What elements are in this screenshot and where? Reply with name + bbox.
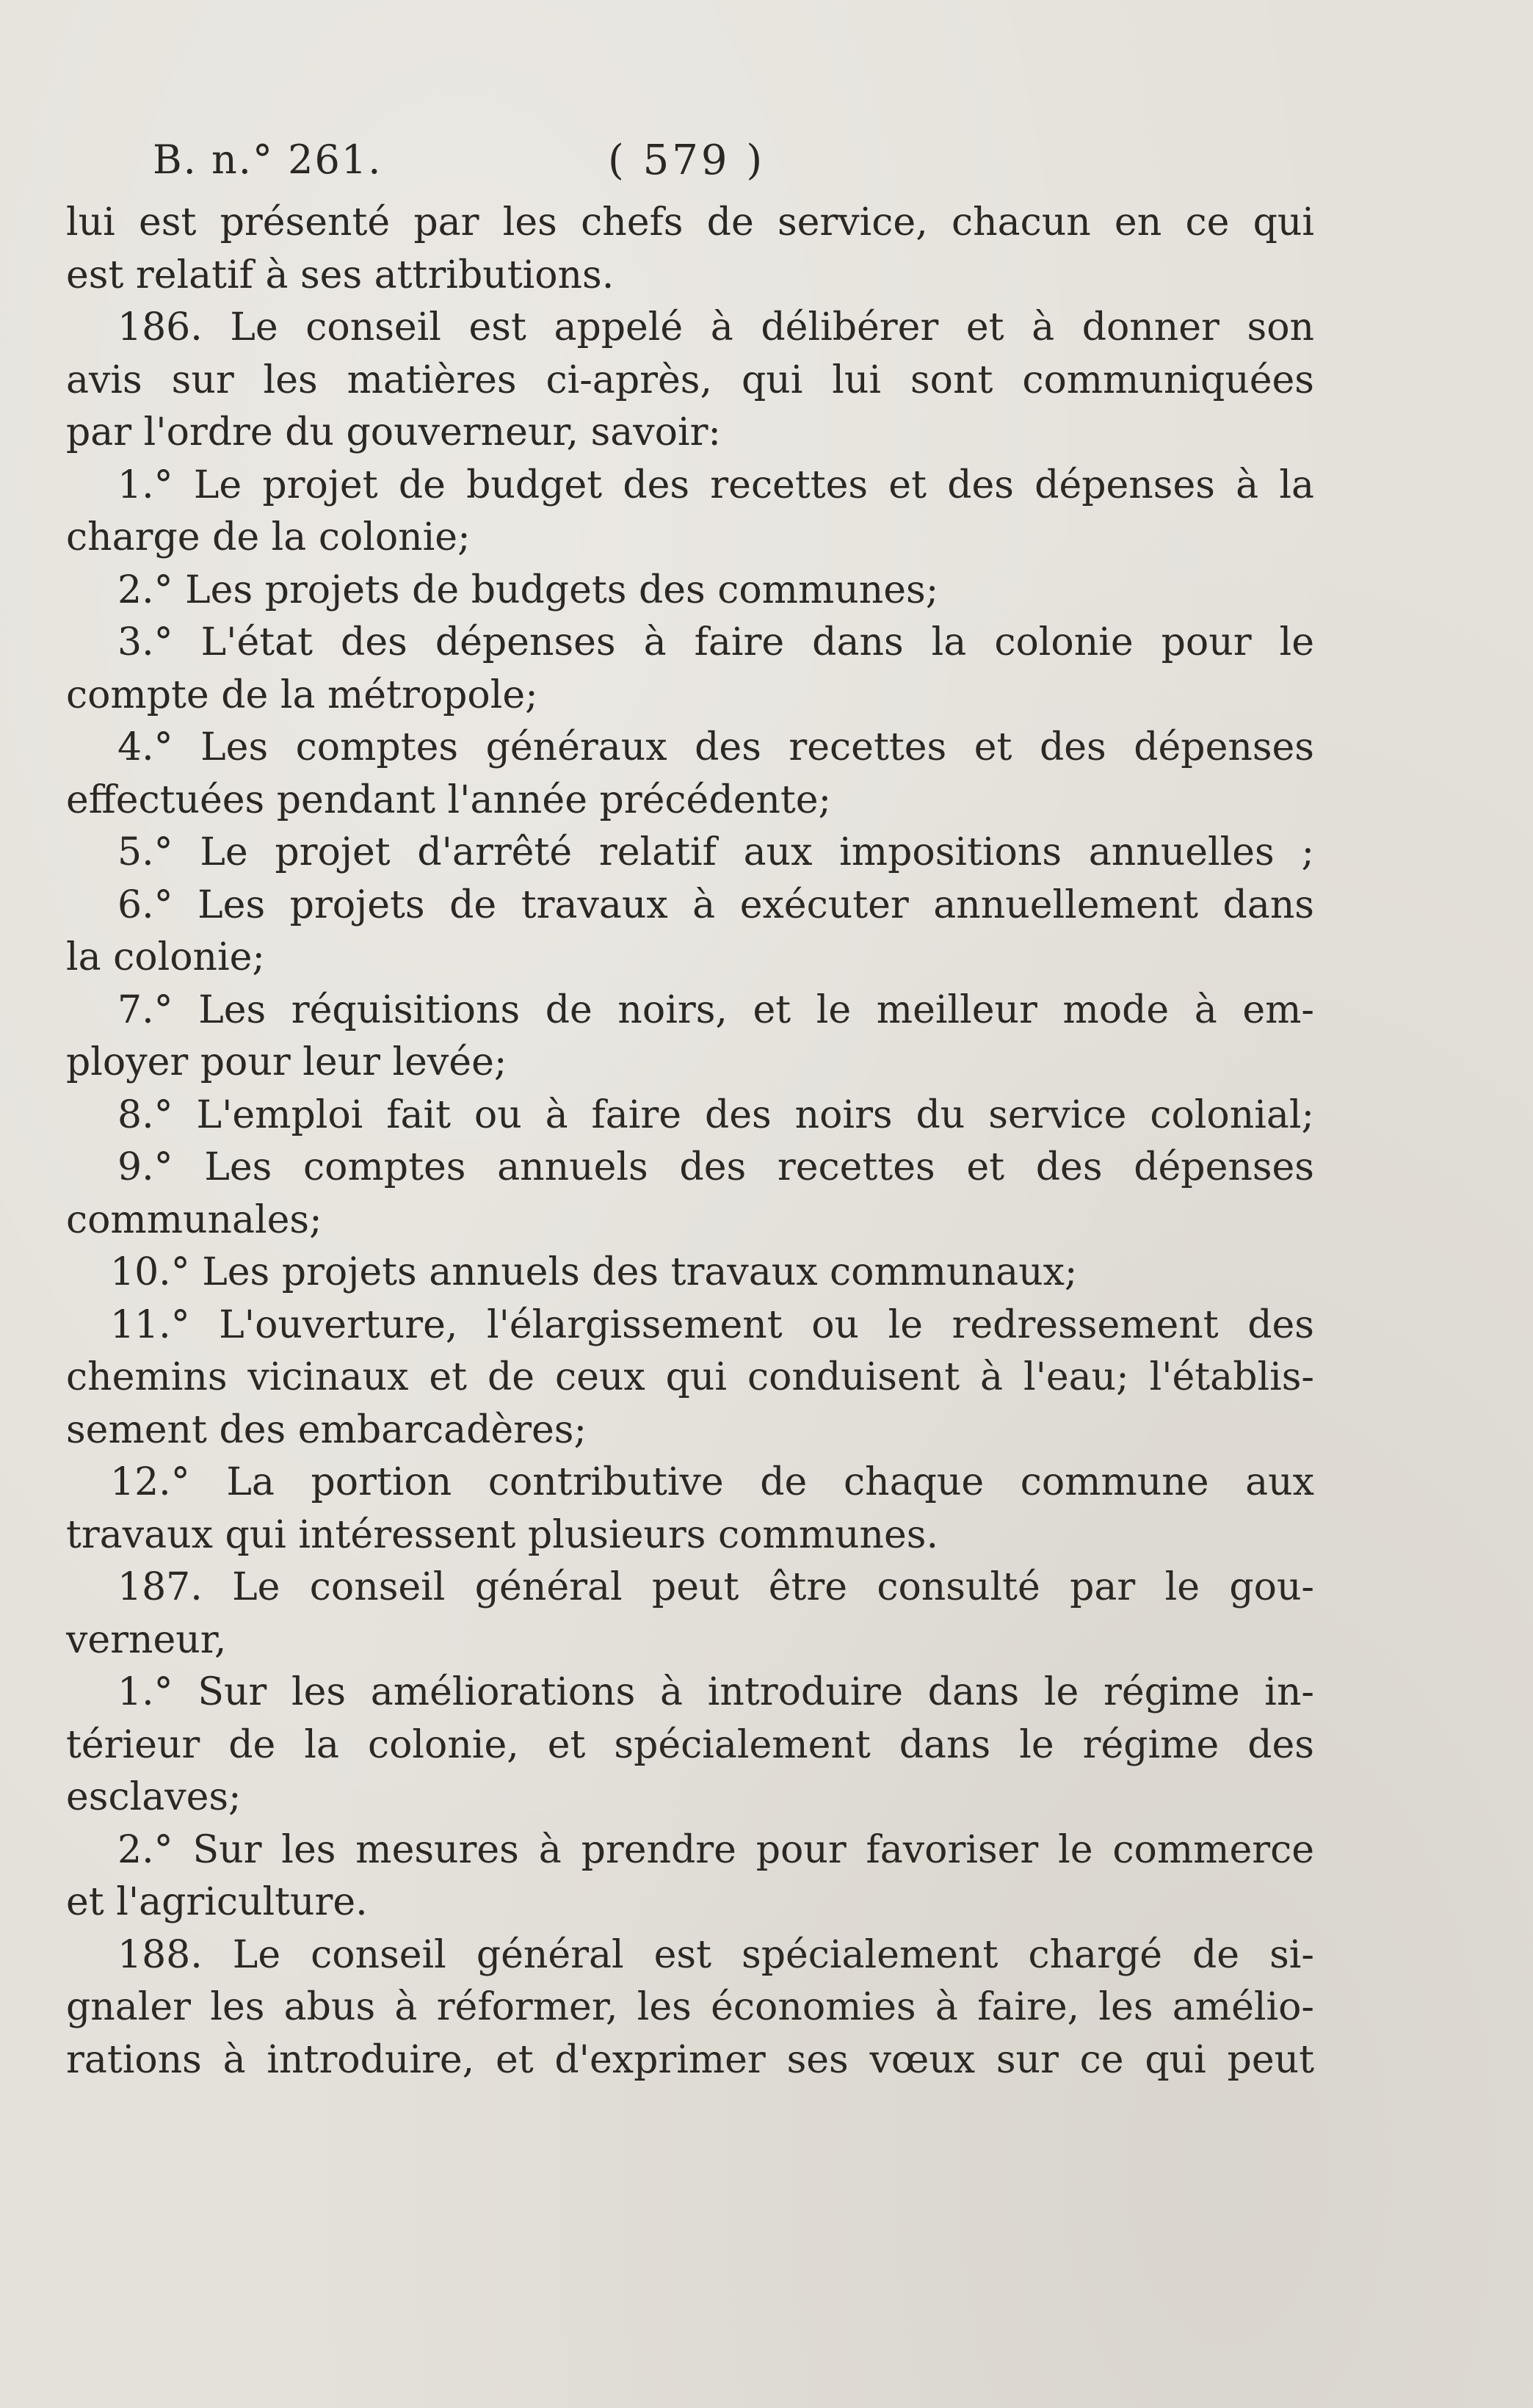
text-line: par l'ordre du gouverneur, savoir: [66,410,721,454]
text-line: térieur de la colonie, et spécialement dans le régime des [66,1722,1314,1767]
text-line: sement des embarcadères; [66,1407,587,1452]
text-line: chemins vicinaux et de ceux qui conduisent à l'eau; l'établis- [66,1355,1314,1399]
list-item-4: 4.° Les comptes généraux des recettes et des dépenses [117,725,1314,769]
text-line: communales; [66,1197,322,1242]
list-item-2: 2.° Les projets de budgets des communes; [117,567,939,612]
page-header [153,131,1313,197]
list-item-9: 9.° Les comptes annuels des recettes et des dépenses [117,1145,1314,1189]
consult-item-1: 1.° Sur les améliorations à introduire dans le régime in- [117,1670,1314,1714]
bulletin-number: B. n.° 261. [153,137,383,183]
consult-item-2: 2.° Sur les mesures à prendre pour favoriser le commerce [117,1827,1314,1872]
list-item-11: 11.° L'ouverture, l'élargissement ou le redressement des [110,1302,1314,1347]
list-item-10: 10.° Les projets annuels des travaux communaux; [110,1250,1078,1294]
text-line: verneur, [66,1617,227,1662]
text-line: la colonie; [66,935,265,979]
list-item-3: 3.° L'état des dépenses à faire dans la colonie pour le [117,620,1314,664]
text-line: compte de la métropole; [66,672,538,717]
text-line: ployer pour leur levée; [66,1040,507,1084]
text-line: avis sur les matières ci-après, qui lui sont communiquées [66,358,1314,402]
list-item-7: 7.° Les réquisitions de noirs, et le meilleur mode à em- [117,987,1314,1032]
article-186-start: 186. Le conseil est appelé à délibérer et à donner son [117,305,1314,349]
article-187-start: 187. Le conseil général peut être consulté par le gou- [117,1565,1314,1609]
text-line: gnaler les abus à réformer, les économies à faire, les amélio- [66,1985,1314,2029]
body-text [66,197,1314,2086]
article-188-start: 188. Le conseil général est spécialement chargé de si- [117,1932,1314,1977]
text-line: esclaves; [66,1775,242,1819]
list-item-6: 6.° Les projets de travaux à exécuter annuellement dans [117,882,1314,927]
text-line: lui est présenté par les chefs de service, chacun en ce qui [66,200,1314,244]
text-line: effectuées pendant l'année précédente; [66,777,832,822]
text-line: travaux qui intéressent plusieurs communes. [66,1512,938,1557]
list-item-12: 12.° La portion contributive de chaque commune aux [110,1460,1314,1504]
text-line: est relatif à ses attributions. [66,253,615,297]
page-number: ( 579 ) [608,137,766,184]
text-line: charge de la colonie; [66,515,471,559]
list-item-5: 5.° Le projet d'arrêté relatif aux impositions annuelles ; [117,830,1314,874]
text-line: et l'agriculture. [66,1880,368,1924]
list-item-1: 1.° Le projet de budget des recettes et des dépenses à la [117,463,1314,507]
list-item-8: 8.° L'emploi fait ou à faire des noirs du service colonial; [117,1092,1314,1137]
text-line: rations à introduire, et d'exprimer ses vœux sur ce qui peut [66,2037,1314,2082]
